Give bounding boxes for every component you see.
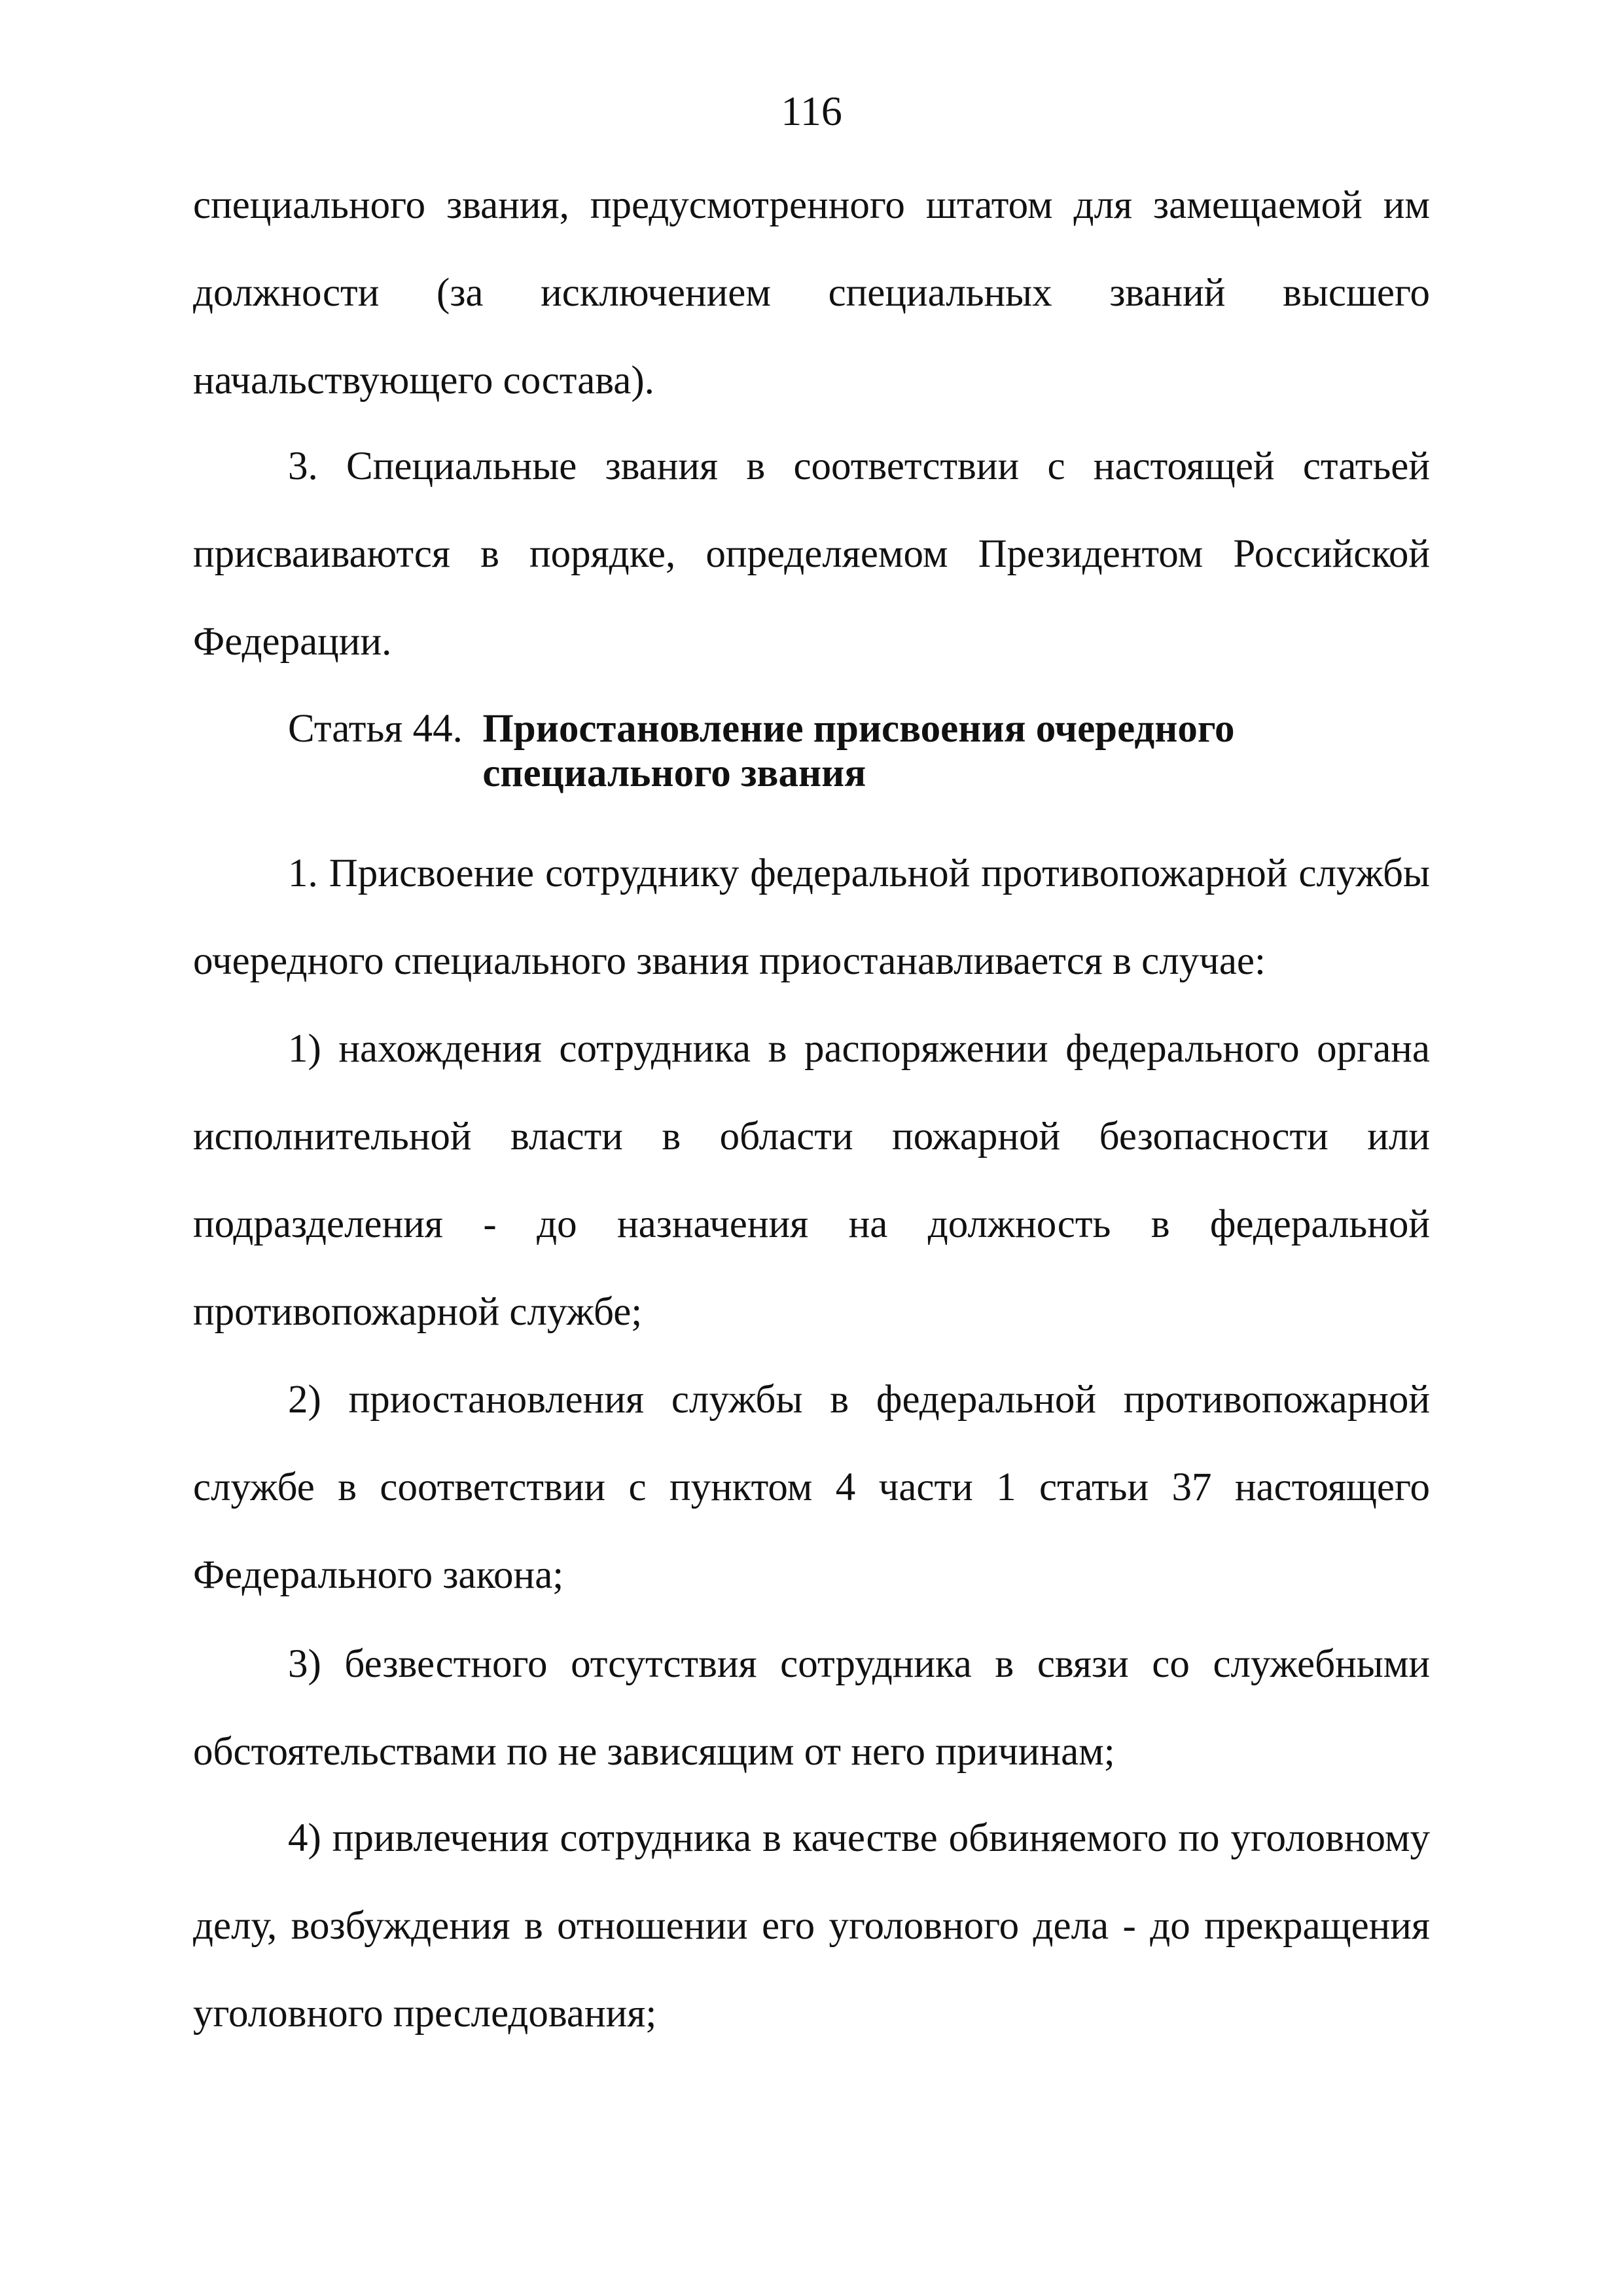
paragraph-continuation: специального звания, предусмотренного штатом для замещаемой им должности (за исключением специальных званий высшего начальствующего состава).	[193, 183, 1430, 403]
list-item-4: 4) привлечения сотрудника в качестве обвиняемого по уголовному делу, возбуждения в отношении его уголовного дела - до прекращения уголовного преследования;	[193, 1816, 1430, 2036]
article-title: Приостановление присвоения очередного специального звания	[482, 707, 1235, 795]
list-item-3: 3) безвестного отсутствия сотрудника в связи со служебными обстоятельствами по не зависящим от него причинам;	[193, 1642, 1430, 1774]
list-item-2: 2) приостановления службы в федеральной противопожарной службе в соответствии с пунктом 4 части 1 статьи 37 настоящего Федерального закона;	[193, 1378, 1430, 1597]
page-number: 116	[781, 88, 842, 134]
paragraph-item-3: 3. Специальные звания в соответствии с настоящей статьей присваиваются в порядке, определяемом Президентом Российской Федерации.	[193, 444, 1430, 664]
article-number: Статья 44.	[288, 707, 483, 751]
list-item-1: 1) нахождения сотрудника в распоряжении федерального органа исполнительной власти в области пожарной безопасности или подразделения - до назначения на должность в федеральной противопожарной службе;	[193, 1027, 1430, 1334]
article-heading	[288, 707, 1430, 796]
paragraph-part-1: 1. Присвоение сотруднику федеральной противопожарной службы очередного специального звания приостанавливается в случае:	[193, 852, 1430, 983]
